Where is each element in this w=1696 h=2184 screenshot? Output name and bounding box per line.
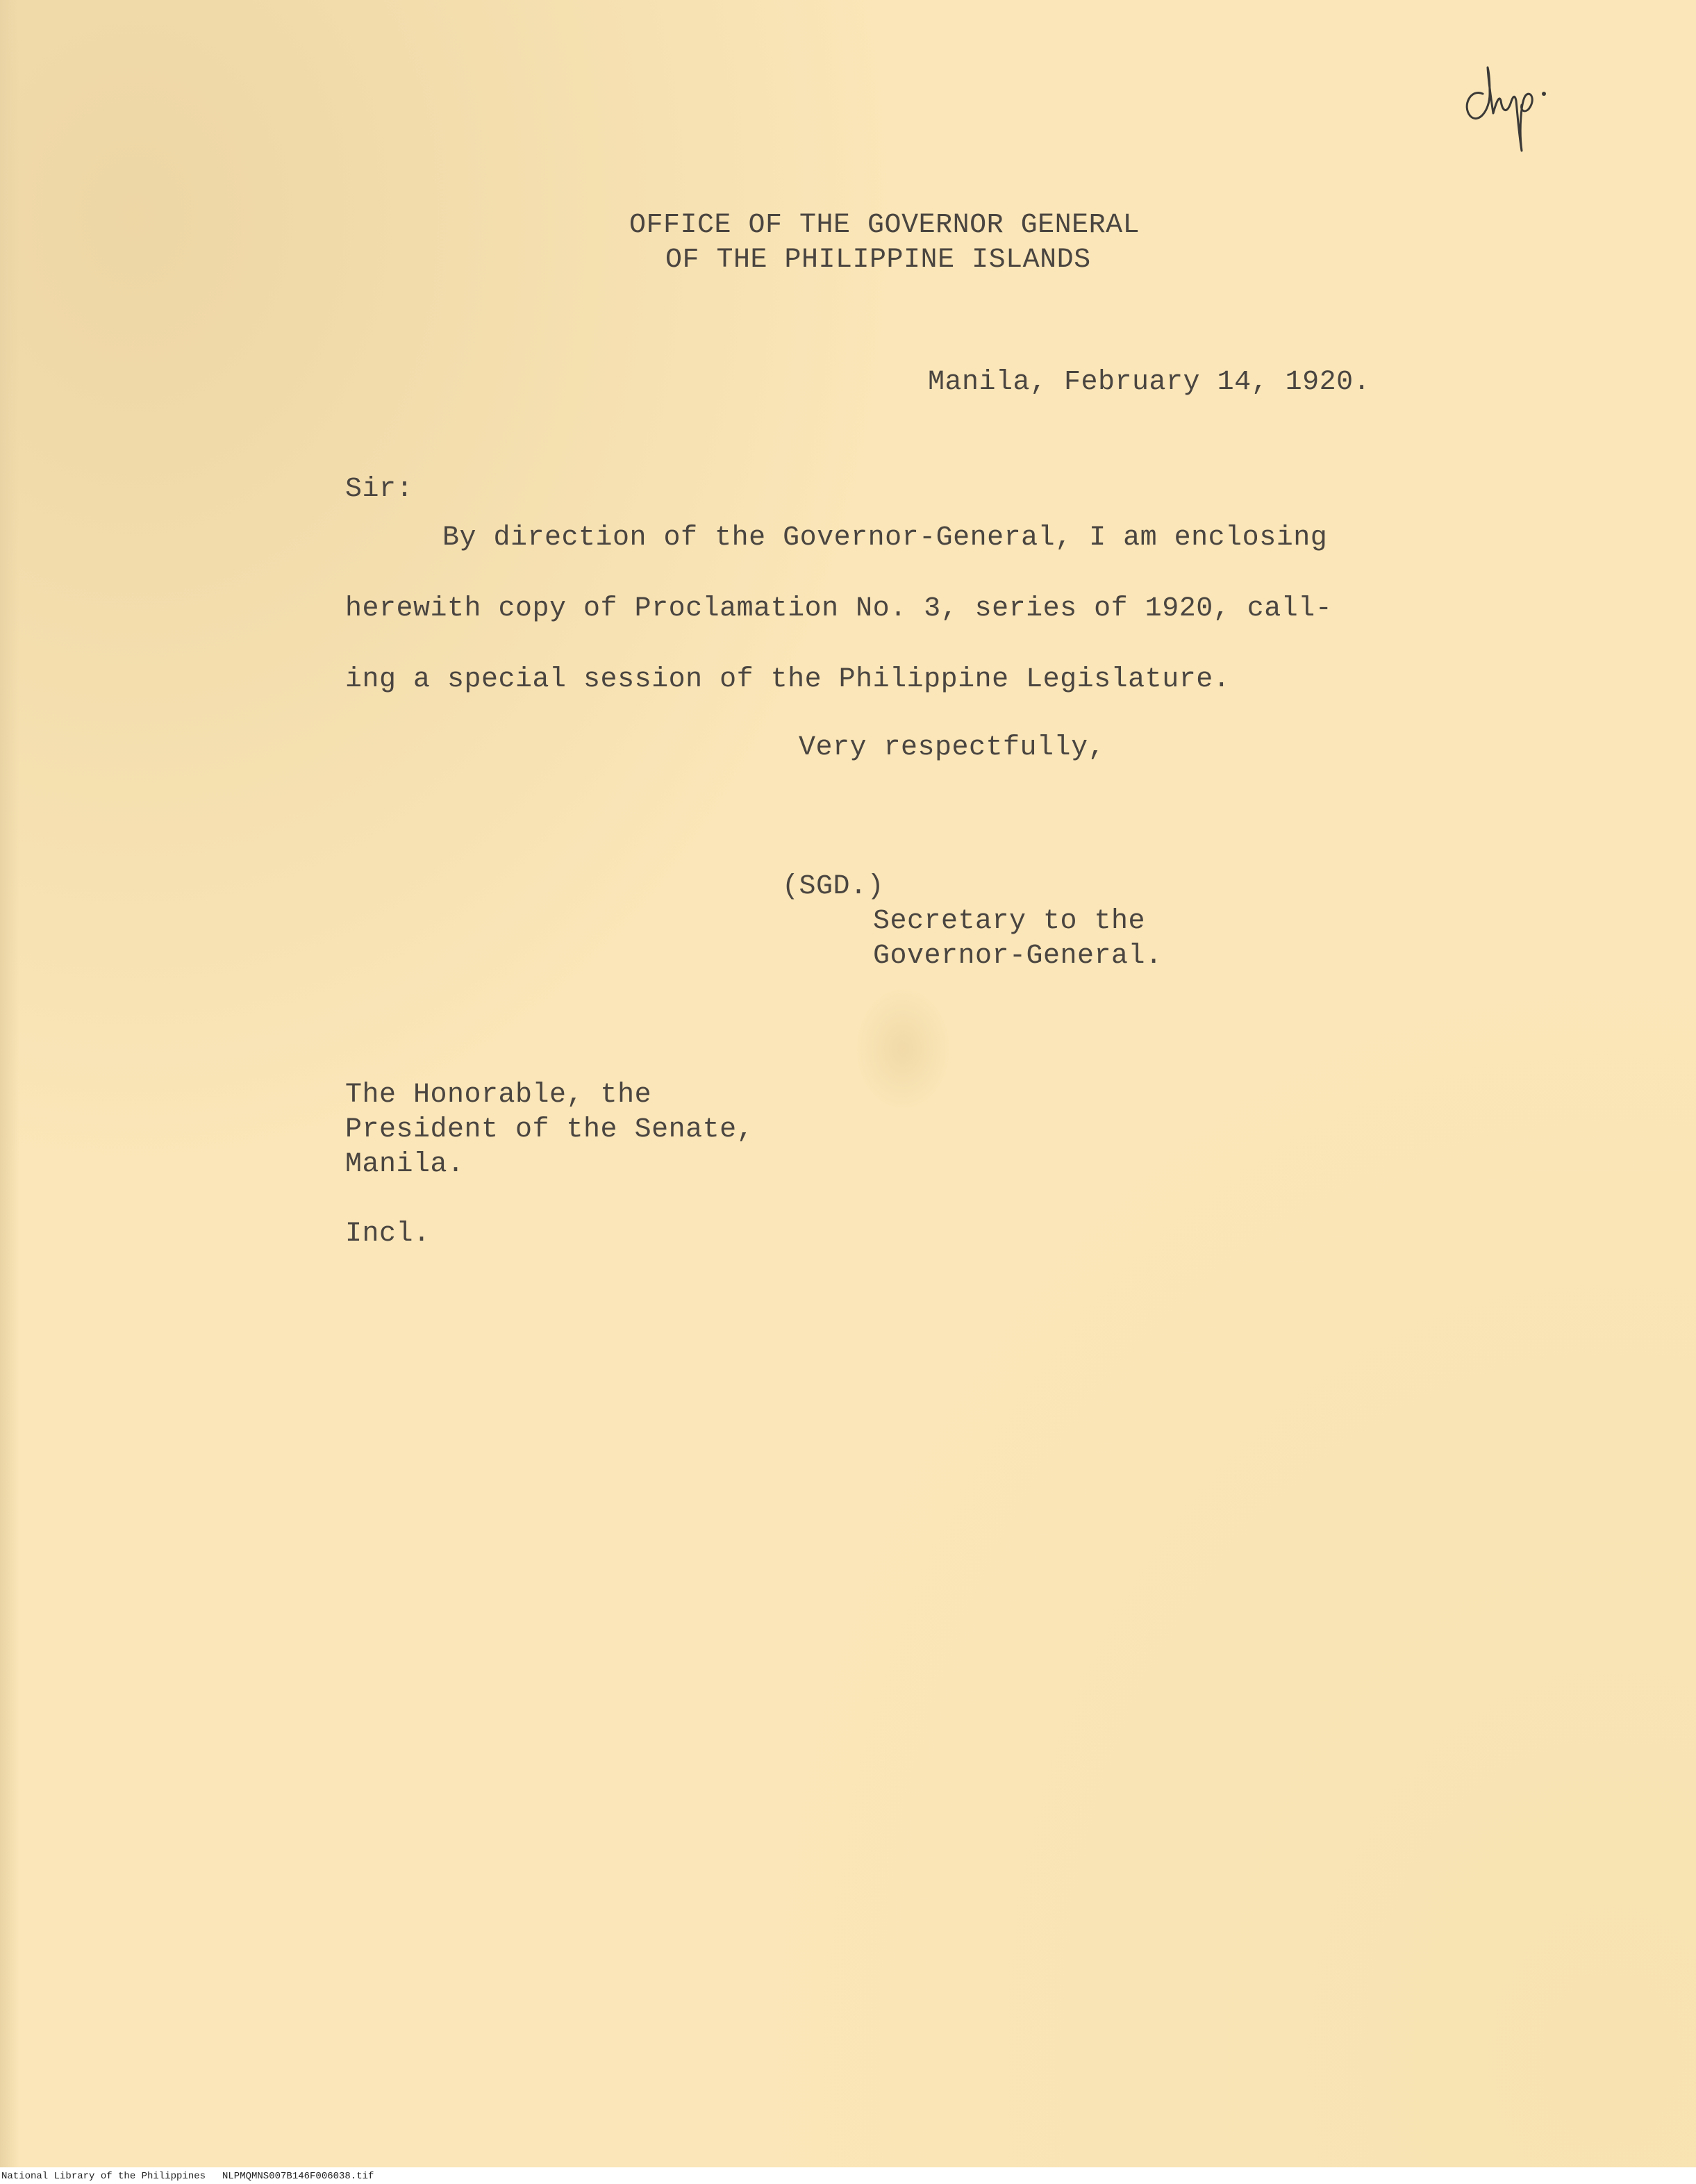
body-line-1: By direction of the Governor-General, I am enclosing <box>442 522 1328 554</box>
salutation: Sir: <box>345 474 414 505</box>
addressee-line-2: President of the Senate, <box>345 1114 754 1145</box>
letterhead-line-1: OFFICE OF THE GOVERNOR GENERAL <box>629 210 1140 241</box>
signature-title-line-2: Governor-General. <box>873 941 1163 972</box>
signature-title-line-1: Secretary to the <box>873 906 1146 937</box>
enclosure-note: Incl. <box>345 1218 431 1250</box>
body-line-3: ing a special session of the Philippine Legislature. <box>345 664 1231 695</box>
paper-stain <box>854 986 951 1111</box>
handwritten-annotation <box>1455 52 1566 170</box>
footer-file-id: NLPMQMNS007B146F006038.tif <box>222 2171 374 2182</box>
signature-mark: (SGD.) <box>782 871 885 902</box>
letterhead-line-2: OF THE PHILIPPINE ISLANDS <box>665 245 1091 276</box>
addressee-line-3: Manila. <box>345 1149 465 1180</box>
closing: Very respectfully, <box>799 732 1106 763</box>
addressee-line-1: The Honorable, the <box>345 1079 652 1111</box>
page-edge-shadow <box>0 0 19 2167</box>
body-line-2: herewith copy of Proclamation No. 3, series of 1920, call- <box>345 593 1333 624</box>
footer-institution: National Library of the Philippines <box>1 2171 206 2182</box>
dateline: Manila, February 14, 1920. <box>928 367 1371 398</box>
